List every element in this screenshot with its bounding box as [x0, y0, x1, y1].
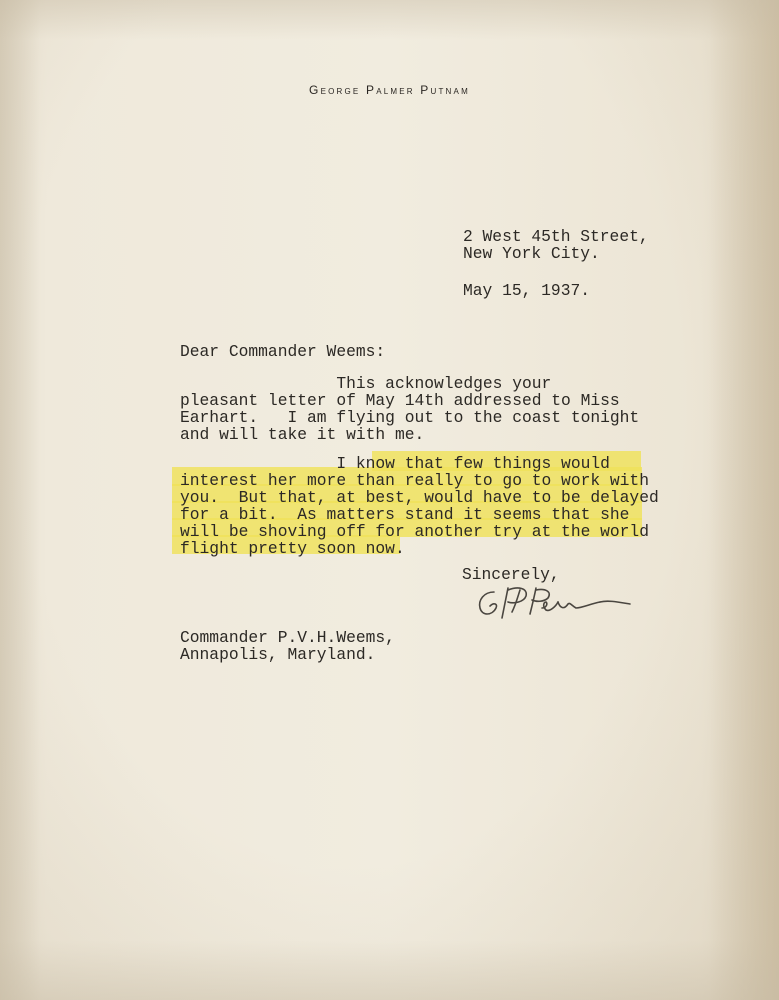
- paragraph-line: will be shoving off for another try at the world: [180, 522, 649, 541]
- letter-date: May 15, 1937.: [463, 281, 591, 300]
- paragraph-line: I know that few things would: [180, 454, 610, 473]
- sender-address: [463, 228, 649, 262]
- body-paragraph-2: [180, 455, 659, 557]
- paper-edge-shadow: [0, 940, 779, 1000]
- recipient-address: [180, 629, 395, 663]
- paragraph-line: interest her more than really to go to work with: [180, 471, 649, 490]
- closing: Sincerely,: [462, 565, 560, 584]
- address-line: 2 West 45th Street,: [463, 227, 649, 246]
- handwritten-signature: [472, 578, 642, 626]
- recipient-line: Commander P.V.H.Weems,: [180, 628, 395, 647]
- recipient-line: Annapolis, Maryland.: [180, 645, 376, 664]
- paragraph-line: and will take it with me.: [180, 425, 425, 444]
- body-paragraph-1: [180, 375, 639, 443]
- address-line: New York City.: [463, 244, 600, 263]
- paragraph-line: you. But that, at best, would have to be delayed: [180, 488, 659, 507]
- paper-edge-shadow: [0, 0, 779, 40]
- paragraph-line: pleasant letter of May 14th addressed to Miss: [180, 391, 620, 410]
- salutation: Dear Commander Weems:: [180, 342, 386, 361]
- paragraph-line: for a bit. As matters stand it seems that she: [180, 505, 630, 524]
- paper-edge-shadow: [0, 0, 40, 1000]
- paper-edge-shadow: [709, 0, 779, 1000]
- letterhead: George Palmer Putnam: [309, 83, 470, 97]
- paragraph-line: This acknowledges your: [180, 374, 552, 393]
- paragraph-line: flight pretty soon now.: [180, 539, 405, 558]
- paragraph-line: Earhart. I am flying out to the coast tonight: [180, 408, 640, 427]
